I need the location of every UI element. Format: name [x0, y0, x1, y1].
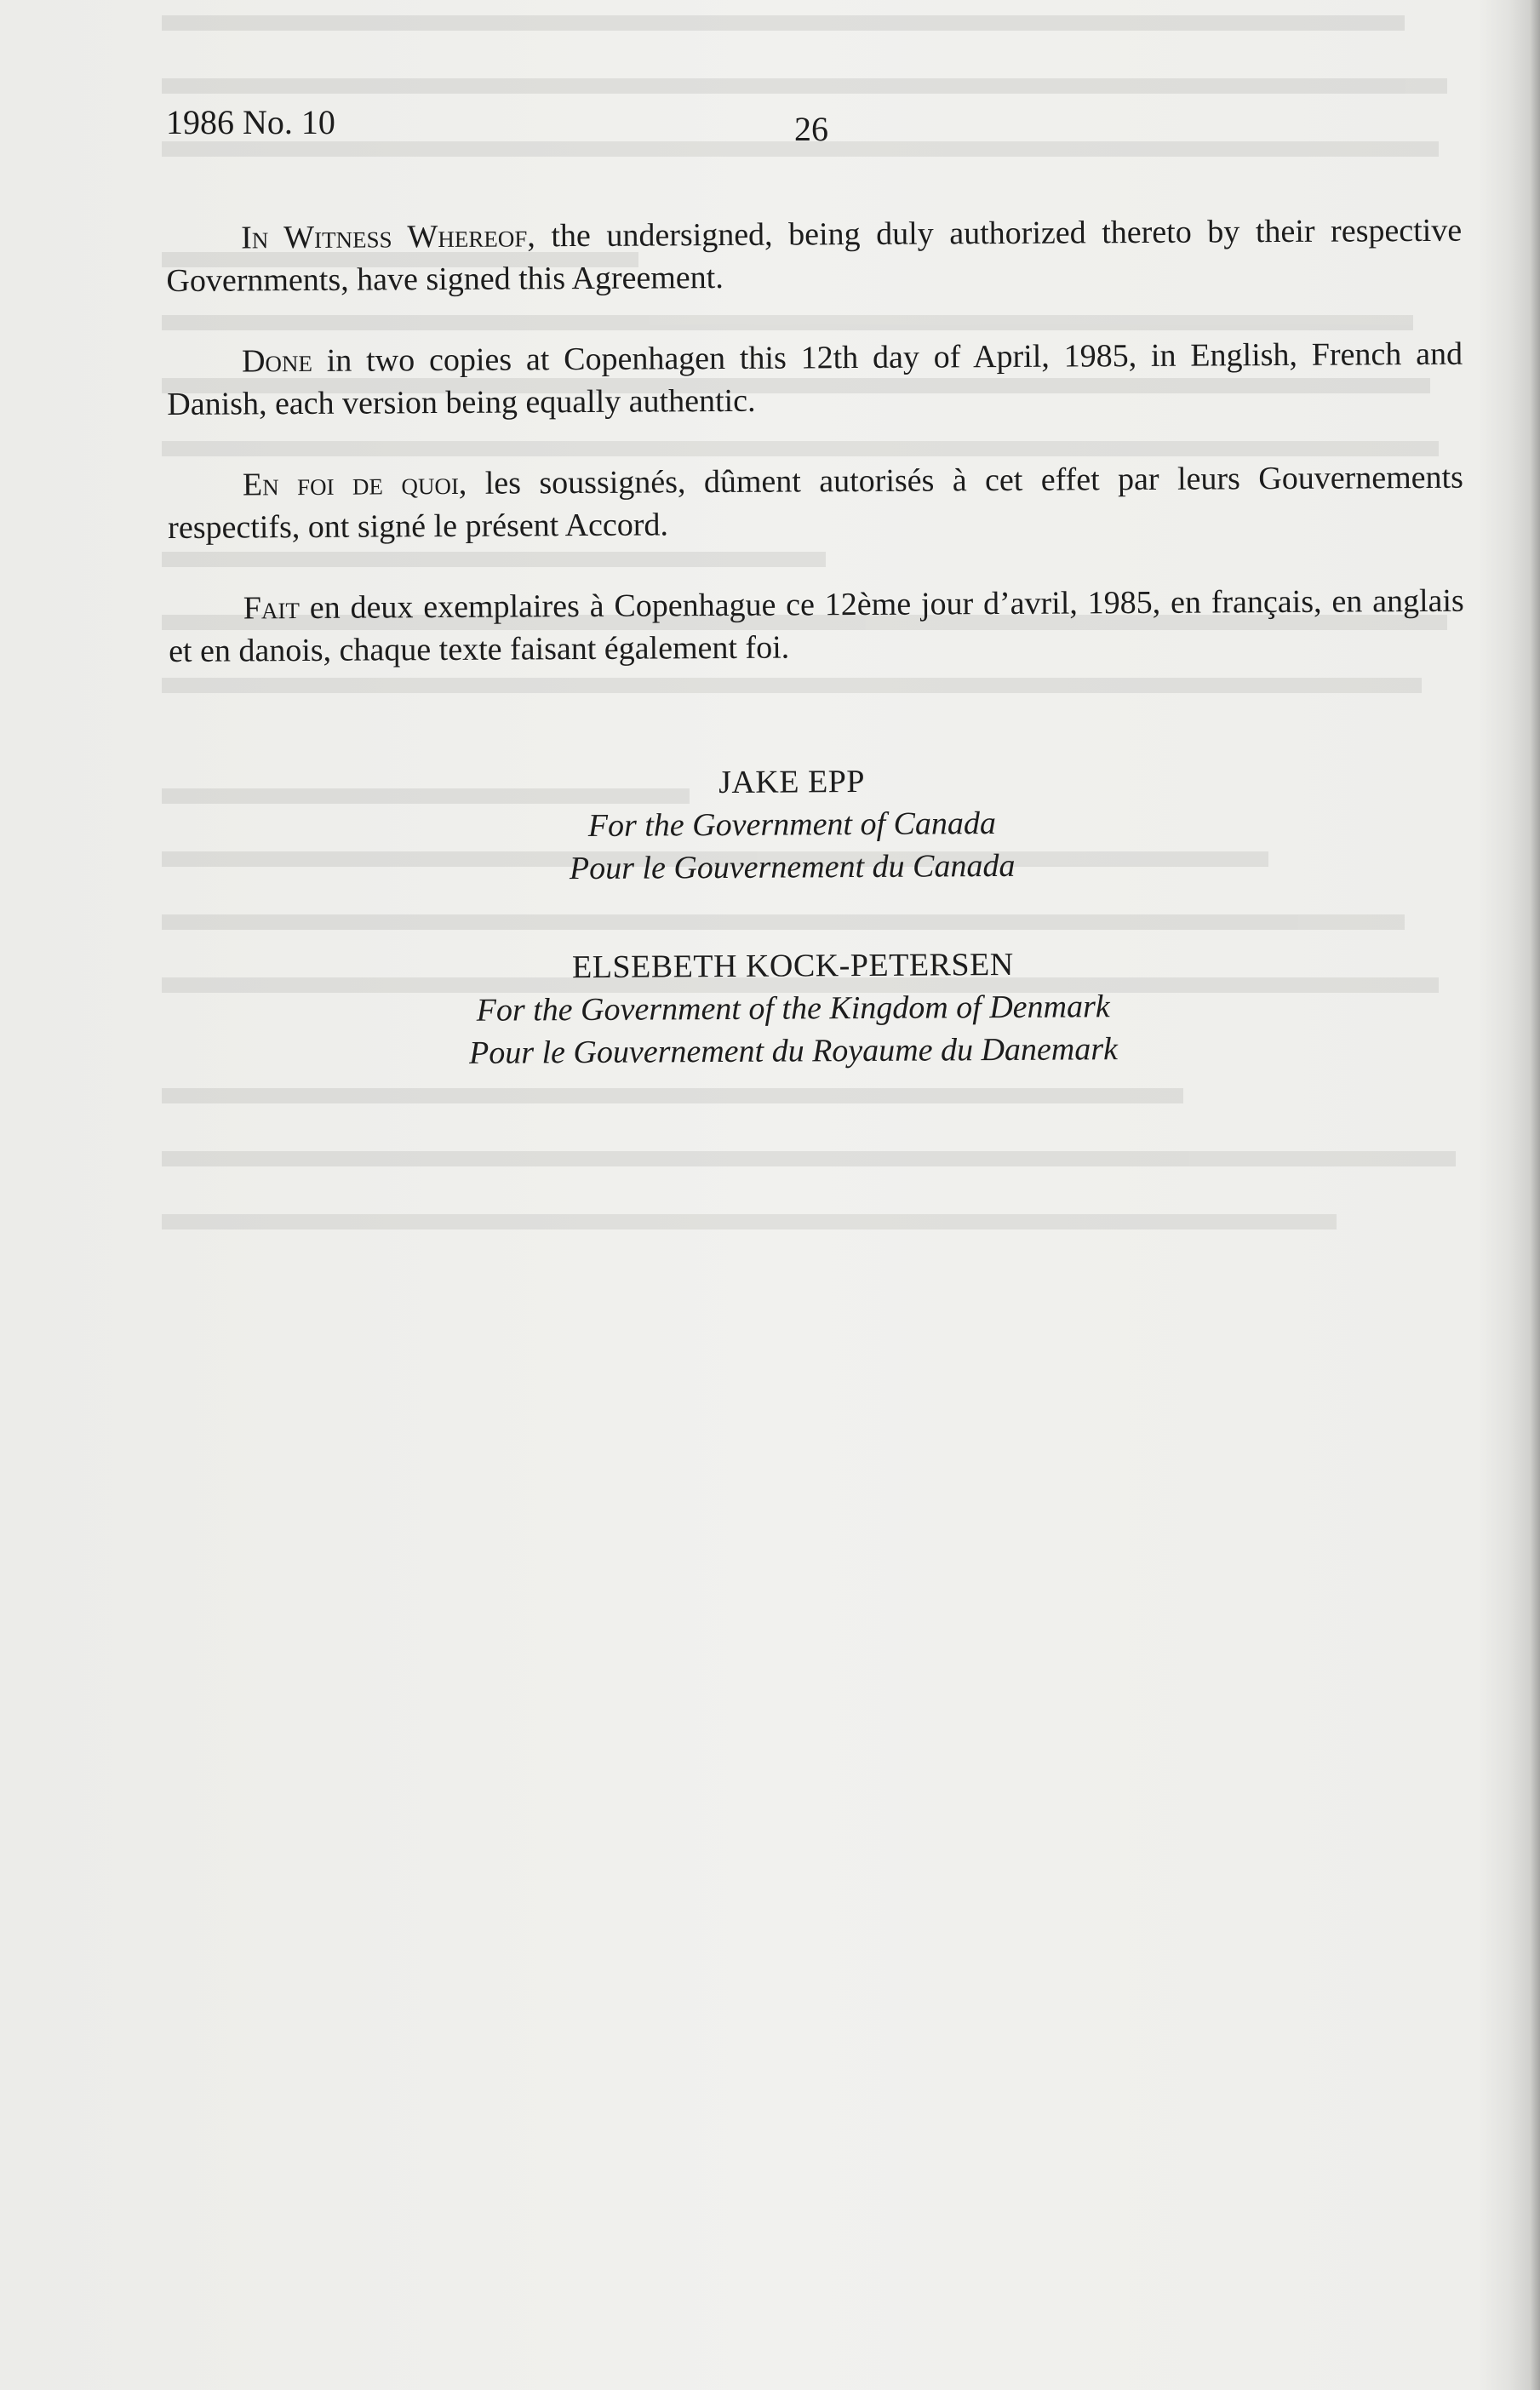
signature-block-canada: [118, 757, 1466, 893]
done-paragraph-fr: [169, 580, 1465, 673]
signatory-capacity-fr: Pour le Gouvernement du Canada: [569, 847, 1016, 887]
signatory-capacity-en: For the Government of the Kingdom of Denmark: [476, 989, 1110, 1029]
paragraph-lead: In Witness Whereof,: [241, 218, 535, 256]
paragraph-lead: Fait: [243, 590, 301, 627]
signatory-capacity-fr: Pour le Gouvernement du Royaume du Danemark: [468, 1031, 1119, 1071]
signature-block-denmark: [119, 941, 1467, 1077]
page-header: [166, 102, 1421, 153]
paragraph-text: les soussignés, dûment autorisés à cet effet par leurs Gouvernements respectifs, ont signé le présent Accord.: [168, 459, 1464, 546]
signatory-capacity-en: For the Government of Canada: [587, 805, 997, 844]
paragraph-lead: En foi de quoi,: [242, 465, 467, 503]
running-head: 1986 No. 10: [166, 103, 335, 141]
page-number: 26: [794, 110, 828, 148]
signatory-name: JAKE EPP: [718, 763, 866, 801]
paragraph-text: in two copies at Copenhagen this 12th day of April, 1985, in English, French and Danish, each version being equally authentic.: [167, 335, 1463, 422]
done-paragraph-en: [167, 333, 1463, 426]
paragraph-lead: Done: [241, 342, 313, 380]
signatory-name: ELSEBETH KOCK-PETERSEN: [571, 946, 1014, 986]
document-body: [166, 209, 1467, 1076]
witness-paragraph-fr: [168, 456, 1464, 549]
paragraph-text: the undersigned, being duly authorized thereto by their respective Governments, have signed this Agreement.: [166, 212, 1463, 299]
paragraph-text: en deux exemplaires à Copenhague ce 12ème jour d’avril, 1985, en français, en anglais et en danois, chaque texte faisant également foi.: [168, 582, 1464, 669]
witness-paragraph-en: [166, 209, 1463, 302]
page-edge-shadow: [1530, 0, 1540, 2390]
